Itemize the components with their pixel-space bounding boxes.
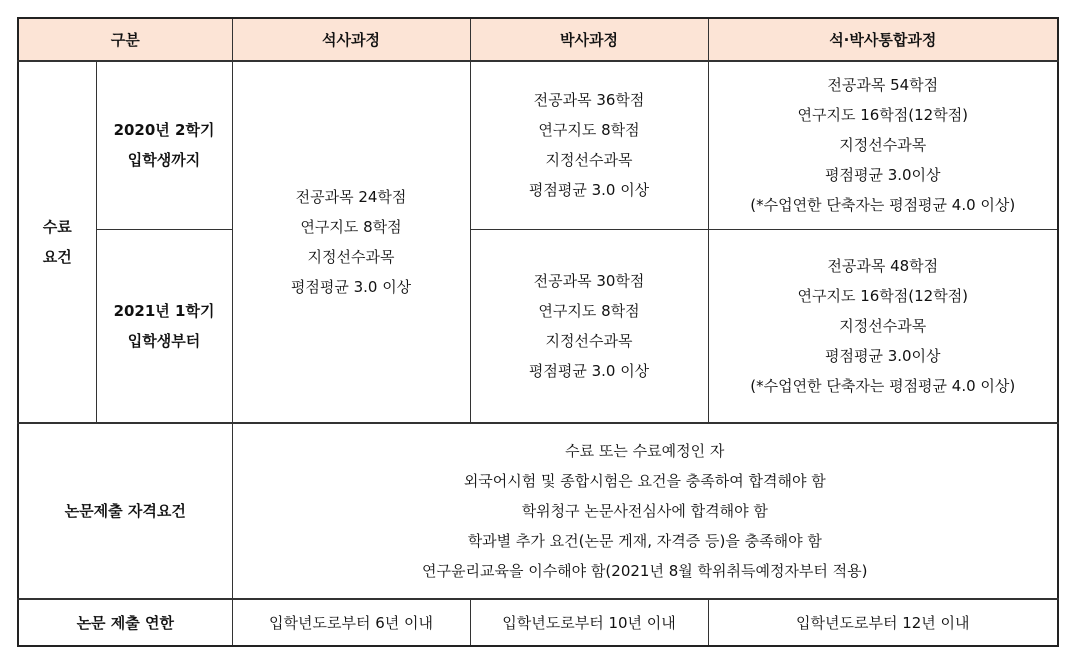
thesis-deadline-masters: 입학년도로부터 6년 이내 xyxy=(232,599,470,646)
header-doctoral: 박사과정 xyxy=(470,18,708,61)
integrated-2020-req-line: 전공과목 54학점 xyxy=(827,76,939,95)
doctoral-2020-req-line: 연구지도 8학점 xyxy=(538,121,640,140)
header-masters: 석사과정 xyxy=(232,18,470,61)
integrated-completion-2021-cell xyxy=(708,229,1058,423)
completion-label xyxy=(18,61,96,423)
completion-label-line1: 수료 xyxy=(42,218,72,236)
integrated-2021-req-line: 전공과목 48학점 xyxy=(827,256,939,275)
thesis-deadline-label: 논문 제출 연한 xyxy=(18,599,232,646)
doctoral-2021-req-line: 평점평균 3.0 이상 xyxy=(528,361,650,380)
period-2021-line2: 입학생부터 xyxy=(127,331,201,350)
thesis-qualification-row xyxy=(18,423,1058,599)
integrated-2021-req-line: 평점평균 3.0이상 xyxy=(824,346,941,365)
period-2021-label xyxy=(96,229,232,423)
doctoral-2020-req-line: 전공과목 36학점 xyxy=(533,91,645,110)
doctoral-2020-req-line: 지정선수과목 xyxy=(545,151,633,170)
qualification-item: 학과별 추가 요건(논문 게재, 자격증 등)을 충족해야 함 xyxy=(467,532,822,550)
header-category: 구분 xyxy=(18,18,232,61)
masters-req-line: 지정선수과목 xyxy=(307,248,395,266)
header-integrated: 석·박사통합과정 xyxy=(708,18,1058,61)
doctoral-2021-req-line: 연구지도 8학점 xyxy=(538,301,640,320)
doctoral-completion-2020-cell xyxy=(470,61,708,229)
masters-req-line: 전공과목 24학점 xyxy=(295,188,407,206)
integrated-2020-req-line: 평점평균 3.0이상 xyxy=(824,166,941,185)
doctoral-2020-req-line: 평점평균 3.0 이상 xyxy=(528,181,650,200)
qualification-item: 외국어시험 및 종합시험은 요건을 충족하여 합격해야 함 xyxy=(463,472,826,490)
integrated-2021-req-line: (*수업연한 단축자는 평점평균 4.0 이상) xyxy=(750,376,1016,395)
doctoral-completion-2021-cell xyxy=(470,229,708,423)
masters-completion-cell xyxy=(232,61,470,423)
period-2020-line2: 입학생까지 xyxy=(127,151,201,170)
masters-req-line: 연구지도 8학점 xyxy=(300,218,402,236)
integrated-2020-req-line: (*수업연한 단축자는 평점평균 4.0 이상) xyxy=(750,196,1016,215)
integrated-2021-req-line: 연구지도 16학점(12학점) xyxy=(797,286,969,305)
qualification-item: 연구윤리교육을 이수해야 함(2021년 8월 학위취득예정자부터 적용) xyxy=(422,562,868,580)
integrated-2020-req-line: 연구지도 16학점(12학점) xyxy=(797,106,969,125)
header-row xyxy=(18,18,1058,61)
integrated-2020-req-line: 지정선수과목 xyxy=(839,136,927,155)
doctoral-2021-req-line: 지정선수과목 xyxy=(545,331,633,350)
thesis-deadline-doctoral: 입학년도로부터 10년 이내 xyxy=(470,599,708,646)
thesis-qualification-label: 논문제출 자격요건 xyxy=(18,423,232,599)
doctoral-2021-req-line: 전공과목 30학점 xyxy=(533,271,645,290)
thesis-deadline-row xyxy=(18,599,1058,646)
qualification-item: 수료 또는 수료예정인 자 xyxy=(565,442,725,460)
qualification-item: 학위청구 논문사전심사에 합격해야 함 xyxy=(521,502,768,520)
requirements-table xyxy=(17,17,1059,647)
masters-req-line: 평점평균 3.0 이상 xyxy=(290,278,412,296)
integrated-2021-req-line: 지정선수과목 xyxy=(839,316,927,335)
integrated-completion-2020-cell xyxy=(708,61,1058,229)
thesis-qualification-cell xyxy=(232,423,1058,599)
completion-label-line2: 요건 xyxy=(42,248,72,266)
completion-row-2 xyxy=(18,229,1058,423)
completion-row-1 xyxy=(18,61,1058,229)
period-2021-line1: 2021년 1학기 xyxy=(113,301,215,320)
period-2020-line1: 2020년 2학기 xyxy=(113,121,215,140)
thesis-deadline-integrated: 입학년도로부터 12년 이내 xyxy=(708,599,1058,646)
period-2020-label xyxy=(96,61,232,229)
